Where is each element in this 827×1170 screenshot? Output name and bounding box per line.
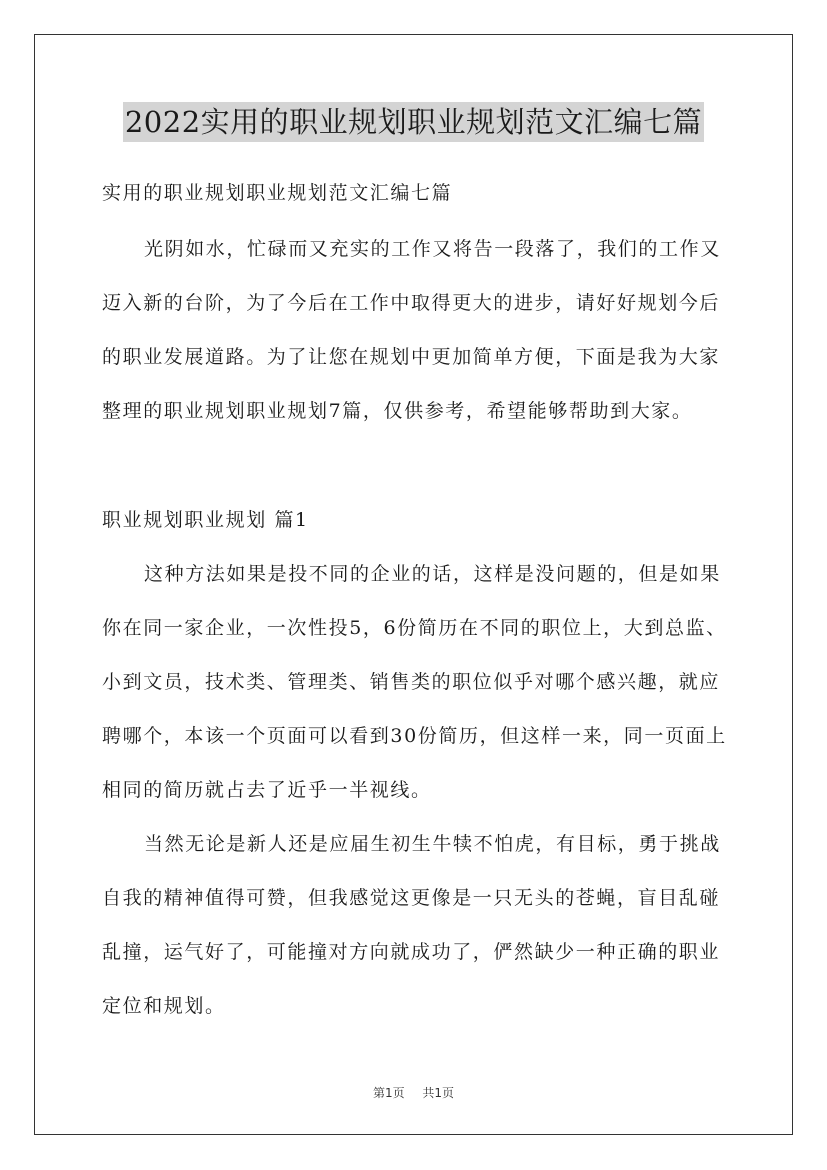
- paragraph2-line: 当然无论是新人还是应届生初生牛犊不怕虎，有目标，勇于挑战: [144, 833, 721, 855]
- intro-line: 整理的职业规划职业规划7篇，仅供参考，希望能够帮助到大家。: [102, 400, 693, 422]
- paragraph2-line: 定位和规划。: [102, 995, 226, 1017]
- page-total: 共1页: [422, 1086, 455, 1100]
- paragraph1-line: 相同的简历就占去了近乎一半视线。: [102, 779, 432, 801]
- document-subtitle: 实用的职业规划职业规划范文汇编七篇: [102, 182, 453, 204]
- page-footer: [0, 1084, 827, 1101]
- intro-line: 的职业发展道路。为了让您在规划中更加简单方便，下面是我为大家: [102, 346, 721, 368]
- paragraph2-line: 自我的精神值得可赞，但我感觉这更像是一只无头的苍蝇，盲目乱碰: [102, 887, 721, 909]
- paragraph2-line: 乱撞，运气好了，可能撞对方向就成功了，俨然缺少一种正确的职业: [102, 941, 721, 963]
- paragraph1-line: 聘哪个，本该一个页面可以看到30份简历，但这样一来，同一页面上: [102, 725, 727, 747]
- intro-line: 光阴如水，忙碌而又充实的工作又将告一段落了，我们的工作又: [144, 238, 721, 260]
- document-title: [0, 102, 827, 142]
- paragraph1-line: 小到文员，技术类、管理类、销售类的职位似乎对哪个感兴趣，就应: [102, 671, 721, 693]
- section-heading: 职业规划职业规划 篇1: [102, 509, 309, 531]
- page-number: 第1页: [372, 1086, 405, 1100]
- paragraph1-line: 这种方法如果是投不同的企业的话，这样是没问题的，但是如果: [144, 563, 721, 585]
- title-text: 2022实用的职业规划职业规划范文汇编七篇: [123, 102, 704, 142]
- intro-line: 迈入新的台阶，为了今后在工作中取得更大的进步，请好好规划今后: [102, 292, 721, 314]
- paragraph1-line: 你在同一家企业，一次性投5，6份简历在不同的职位上，大到总监、: [102, 617, 727, 639]
